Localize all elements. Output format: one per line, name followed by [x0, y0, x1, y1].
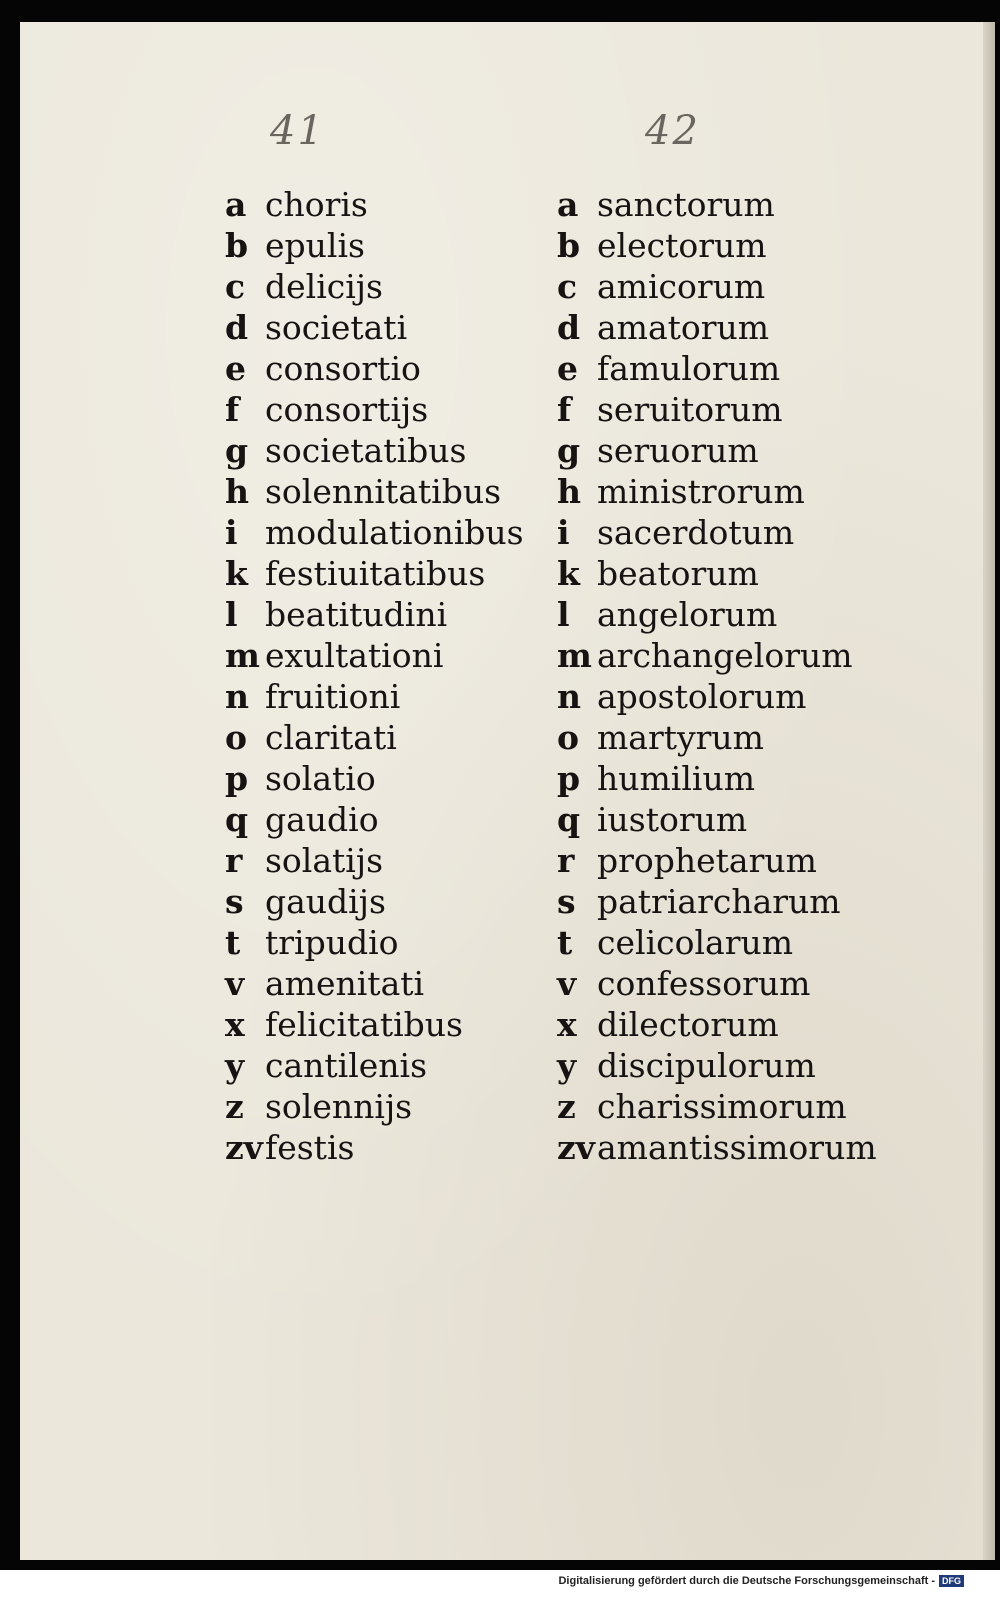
list-item — [557, 430, 877, 471]
list-item — [557, 676, 877, 717]
list-item — [225, 553, 524, 594]
row-word: gaudio — [265, 800, 379, 839]
row-word: choris — [265, 185, 368, 224]
row-word: epulis — [265, 226, 365, 265]
row-word: fruitioni — [265, 677, 401, 716]
row-letter: i — [557, 513, 570, 552]
list-item — [225, 471, 524, 512]
row-word: societatibus — [265, 431, 467, 470]
row-letter: i — [225, 513, 238, 552]
row-word: famulorum — [597, 349, 781, 388]
list-item — [557, 717, 877, 758]
row-letter: b — [557, 226, 581, 265]
list-item — [557, 799, 877, 840]
row-word: solatijs — [265, 841, 384, 880]
row-letter: c — [225, 267, 246, 306]
row-word: solatio — [265, 759, 376, 798]
list-item — [225, 594, 524, 635]
row-word: apostolorum — [597, 677, 807, 716]
row-letter: g — [557, 431, 581, 470]
row-word: festiuitatibus — [265, 554, 486, 593]
row-letter: r — [225, 841, 243, 880]
row-word: humilium — [597, 759, 756, 798]
row-letter: q — [225, 800, 249, 839]
list-item — [557, 594, 877, 635]
row-letter: v — [557, 964, 577, 1003]
row-word: seruitorum — [597, 390, 783, 429]
list-item — [225, 963, 524, 1004]
row-letter: e — [225, 349, 246, 388]
page-edge — [983, 22, 995, 1560]
row-word: ministrorum — [597, 472, 805, 511]
row-letter: q — [557, 800, 581, 839]
list-item — [225, 881, 524, 922]
row-letter: f — [557, 390, 572, 429]
list-item — [557, 1004, 877, 1045]
row-letter: k — [225, 554, 248, 593]
row-word: solennijs — [265, 1087, 413, 1126]
row-word: patriarcharum — [597, 882, 841, 921]
row-letter: l — [557, 595, 570, 634]
list-item — [225, 184, 524, 225]
row-word: sacerdotum — [597, 513, 795, 552]
list-item — [225, 389, 524, 430]
row-letter: d — [557, 308, 581, 347]
row-letter: z — [557, 1087, 576, 1126]
row-word: beatitudini — [265, 595, 448, 634]
list-item — [225, 512, 524, 553]
row-word: consortio — [265, 349, 421, 388]
list-item — [557, 635, 877, 676]
list-item — [557, 1086, 877, 1127]
folio-number-right: 42 — [645, 108, 700, 154]
list-item — [557, 553, 877, 594]
row-letter: o — [225, 718, 248, 757]
row-word: cantilenis — [265, 1046, 428, 1085]
row-letter: m — [225, 636, 260, 675]
row-word: amicorum — [597, 267, 766, 306]
row-letter: l — [225, 595, 238, 634]
list-item — [557, 348, 877, 389]
row-word: societati — [265, 308, 408, 347]
list-item — [225, 1127, 524, 1168]
row-word: claritati — [265, 718, 397, 757]
row-letter: zv — [557, 1128, 595, 1167]
list-item — [225, 758, 524, 799]
row-word: electorum — [597, 226, 767, 265]
row-word: seruorum — [597, 431, 759, 470]
row-word: prophetarum — [597, 841, 817, 880]
list-item — [557, 184, 877, 225]
list-item — [225, 307, 524, 348]
list-item — [557, 963, 877, 1004]
row-word: dilectorum — [597, 1005, 779, 1044]
list-item — [225, 1086, 524, 1127]
list-item — [557, 307, 877, 348]
row-word: modulationibus — [265, 513, 524, 552]
list-item — [225, 635, 524, 676]
row-letter: n — [225, 677, 249, 716]
row-word: angelorum — [597, 595, 778, 634]
row-word: celicolarum — [597, 923, 794, 962]
row-letter: n — [557, 677, 581, 716]
row-word: beatorum — [597, 554, 759, 593]
row-letter: zv — [225, 1128, 263, 1167]
list-item — [557, 471, 877, 512]
row-word: discipulorum — [597, 1046, 816, 1085]
row-letter: z — [225, 1087, 244, 1126]
list-item — [225, 1045, 524, 1086]
row-letter: x — [225, 1005, 245, 1044]
row-letter: t — [225, 923, 241, 962]
row-letter: y — [557, 1046, 577, 1085]
list-item — [225, 225, 524, 266]
left-word-column — [225, 184, 524, 1168]
row-letter: b — [225, 226, 249, 265]
row-letter: h — [557, 472, 581, 511]
row-word: solennitatibus — [265, 472, 502, 511]
list-item — [557, 922, 877, 963]
row-word: martyrum — [597, 718, 764, 757]
list-item — [557, 1127, 877, 1168]
list-item — [557, 840, 877, 881]
right-word-column — [557, 184, 877, 1168]
list-item — [557, 225, 877, 266]
row-letter: a — [557, 185, 579, 224]
row-word: festis — [265, 1128, 355, 1167]
row-word: gaudijs — [265, 882, 386, 921]
list-item — [225, 676, 524, 717]
row-word: confessorum — [597, 964, 811, 1003]
row-word: amatorum — [597, 308, 770, 347]
row-letter: c — [557, 267, 578, 306]
row-word: archangelorum — [597, 636, 853, 675]
row-word: charissimorum — [597, 1087, 847, 1126]
row-word: felicitatibus — [265, 1005, 463, 1044]
list-item — [557, 1045, 877, 1086]
row-letter: g — [225, 431, 249, 470]
row-letter: a — [225, 185, 247, 224]
row-letter: h — [225, 472, 249, 511]
row-word: consortijs — [265, 390, 429, 429]
row-word: sanctorum — [597, 185, 775, 224]
list-item — [557, 512, 877, 553]
list-item — [225, 717, 524, 758]
row-word: delicijs — [265, 267, 383, 306]
row-word: iustorum — [597, 800, 748, 839]
row-word: amenitati — [265, 964, 425, 1003]
list-item — [225, 922, 524, 963]
row-letter: r — [557, 841, 575, 880]
row-letter: x — [557, 1005, 577, 1044]
row-letter: t — [557, 923, 573, 962]
row-letter: e — [557, 349, 578, 388]
row-word: tripudio — [265, 923, 399, 962]
row-letter: d — [225, 308, 249, 347]
list-item — [557, 389, 877, 430]
credit-text: Digitalisierung gefördert durch die Deutsche Forschungsgemeinschaft - — [558, 1575, 935, 1587]
list-item — [225, 266, 524, 307]
list-item — [225, 799, 524, 840]
list-item — [557, 266, 877, 307]
row-letter: k — [557, 554, 580, 593]
folio-number-left: 41 — [270, 108, 325, 154]
row-letter: p — [225, 759, 249, 798]
row-word: amantissimorum — [597, 1128, 877, 1167]
row-word: exultationi — [265, 636, 444, 675]
row-letter: s — [557, 882, 576, 921]
row-letter: v — [225, 964, 245, 1003]
row-letter: f — [225, 390, 240, 429]
list-item — [557, 881, 877, 922]
list-item — [225, 430, 524, 471]
list-item — [225, 1004, 524, 1045]
list-item — [557, 758, 877, 799]
row-letter: s — [225, 882, 244, 921]
row-letter: p — [557, 759, 581, 798]
row-letter: m — [557, 636, 592, 675]
row-letter: y — [225, 1046, 245, 1085]
digitization-credit — [558, 1575, 964, 1587]
list-item — [225, 840, 524, 881]
row-letter: o — [557, 718, 580, 757]
list-item — [225, 348, 524, 389]
dfg-logo: DFG — [939, 1575, 964, 1587]
